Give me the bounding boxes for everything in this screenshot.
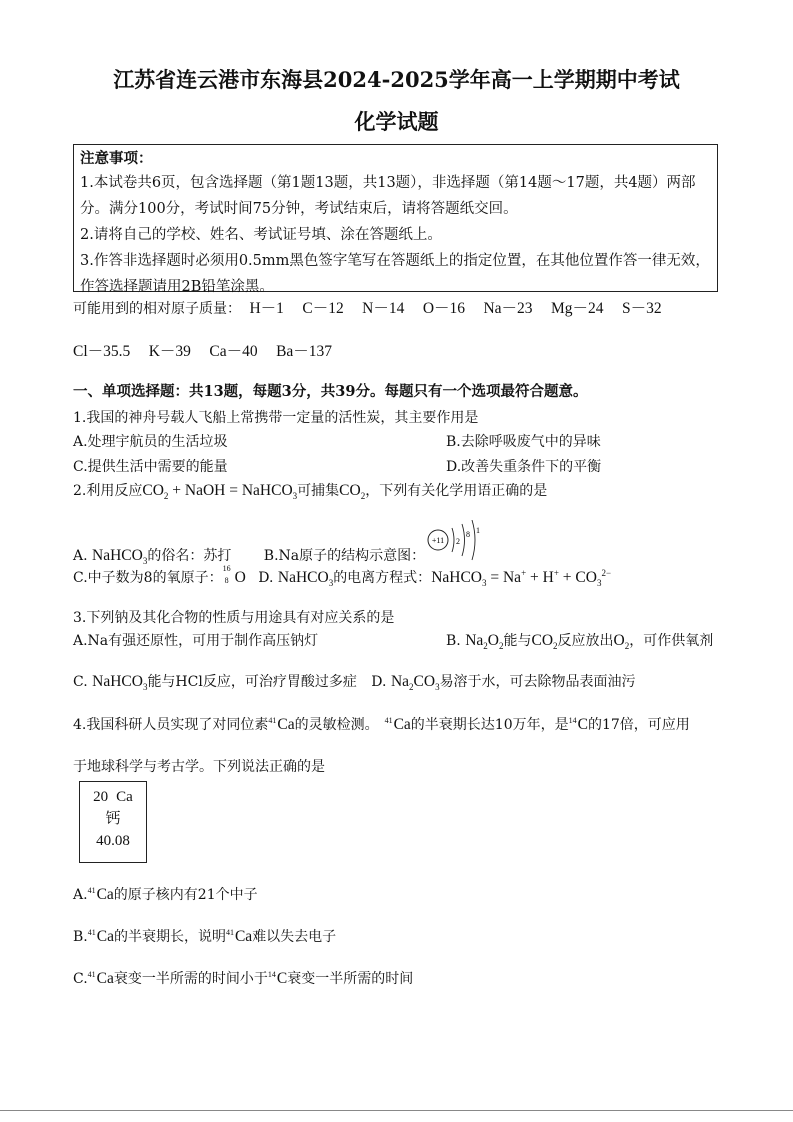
option-label: D. xyxy=(258,570,278,586)
formula-part: O xyxy=(487,632,499,649)
notice-item: 3.作答非选择题时必须用0.5mm黑色签字笔写在答题纸上的指定位置，在其他位置作答一律无效，作答选择题请用2B铅笔涂黑。 xyxy=(80,253,710,295)
option-label: B. xyxy=(73,929,88,945)
option-text: 衰变一半所需的时间小于 xyxy=(113,971,268,987)
option-text: 难以失去电子 xyxy=(252,929,337,945)
option-a[interactable]: A.处理宇航员的生活垃圾 xyxy=(73,434,228,450)
page-bottom-divider xyxy=(0,1110,793,1111)
isotope-ca41 xyxy=(226,928,252,945)
notice-heading: 注意事项： xyxy=(80,150,153,167)
electron-shell-arc xyxy=(462,524,465,556)
formula-part: CO xyxy=(413,673,436,690)
relative-atomic-mass: 40.08 xyxy=(96,833,130,849)
subscript: 2 xyxy=(409,682,414,693)
formula-part: + H xyxy=(526,569,554,586)
formula-part: + NaOH = NaHCO xyxy=(168,482,293,499)
atomic-number: 20 xyxy=(93,789,109,805)
atomic-mass-item: Na－23 xyxy=(483,300,533,317)
shell-electrons: 2 xyxy=(456,537,460,546)
stem-text: 的半衰期长达10万年，是 xyxy=(410,717,569,733)
question-2-options-row-2 xyxy=(73,564,612,589)
option-c[interactable] xyxy=(73,564,246,586)
na-atom-structure-diagram xyxy=(426,520,486,562)
isotope-ca41 xyxy=(88,886,114,903)
ionization-equation xyxy=(431,567,612,589)
superscript: + xyxy=(553,567,559,578)
element-symbol: Ca xyxy=(116,789,133,805)
option-label: C. xyxy=(73,971,88,987)
formula xyxy=(339,482,366,502)
option-text: 能与HCl反应，可治疗胃酸过多症 xyxy=(147,674,357,690)
question-1-options-row-1 xyxy=(73,431,601,451)
subscript: 2 xyxy=(624,641,630,652)
formula-part: CO xyxy=(142,482,164,499)
formula-part: NaHCO xyxy=(92,673,143,690)
option-text: 的半衰期长，说明 xyxy=(113,929,226,945)
option-b[interactable]: B.去除呼吸废气中的异味 xyxy=(446,434,601,450)
mass-number: 41 xyxy=(87,886,96,895)
element-symbol: C xyxy=(577,716,588,733)
formula-part: CO xyxy=(339,482,361,499)
subscript: 2 xyxy=(163,491,169,502)
atomic-mass-item: Ba－137 xyxy=(276,343,333,360)
element-card-header xyxy=(80,786,146,808)
formula xyxy=(390,673,440,693)
atomic-number: 8 xyxy=(224,576,229,585)
element-symbol: Ca xyxy=(96,886,114,903)
subscript: 3 xyxy=(328,578,334,589)
formula xyxy=(531,632,558,652)
option-text: 的原子核内有21个中子 xyxy=(113,887,258,903)
atomic-mass-item: H－1 xyxy=(249,300,284,317)
electron-shell-arc xyxy=(472,520,475,560)
element-symbol: Ca xyxy=(277,716,295,733)
option-d[interactable]: D.改善失重条件下的平衡 xyxy=(446,459,602,475)
question-2-options-row-1 xyxy=(73,545,425,565)
isotope-ca41 xyxy=(268,716,294,733)
formula-part: NaHCO xyxy=(277,569,329,586)
notice-item: 2.请将自己的学校、姓名、考试证号填、涂在答题纸上。 xyxy=(80,227,442,243)
stem-text: ，下列有关化学用语正确的是 xyxy=(365,483,548,499)
subscript: 2 xyxy=(483,641,488,652)
shell-electrons: 8 xyxy=(466,530,470,539)
subscript: 3 xyxy=(292,491,298,502)
nucleus-charge: +11 xyxy=(431,536,445,545)
option-text: 的电离方程式： xyxy=(333,570,432,586)
option-a[interactable]: A.Na有强还原性，可用于制作高压钠灯 xyxy=(73,633,319,649)
mass-number: 41 xyxy=(384,716,393,725)
option-label: A. xyxy=(73,548,93,564)
option-d[interactable] xyxy=(371,673,636,693)
atomic-mass-item: C－12 xyxy=(302,300,344,317)
option-a[interactable] xyxy=(73,547,232,567)
subscript: 3 xyxy=(435,682,440,693)
element-symbol: O xyxy=(234,569,246,586)
formula-part: + CO xyxy=(558,569,597,586)
formula-part: Na xyxy=(390,673,410,690)
option-a[interactable] xyxy=(73,884,258,904)
option-text: 反应放出 xyxy=(557,633,614,649)
stem-text: 2.利用反应 xyxy=(73,483,143,499)
element-card-calcium xyxy=(79,781,147,863)
option-label: A. xyxy=(73,887,88,903)
stem-text: 可捕集 xyxy=(297,483,340,499)
stem-text: 的灵敏检测。 xyxy=(294,717,379,733)
formula xyxy=(613,632,630,652)
subscript: 3 xyxy=(142,556,148,567)
element-symbol: Ca xyxy=(96,928,114,945)
option-text: ，可作供氧剂 xyxy=(629,633,714,649)
stem-text: 的17倍，可应用 xyxy=(587,717,690,733)
atomic-mass-item: Cl－35.5 xyxy=(73,343,131,360)
option-text: C.中子数为8的氧原子： xyxy=(73,570,223,586)
atomic-mass-item: N－14 xyxy=(362,300,405,317)
subscript: 2 xyxy=(498,641,504,652)
isotope-ca41 xyxy=(88,970,114,987)
formula xyxy=(465,632,504,652)
question-4-stem-line-2: 于地球科学与考古学。下列说法正确的是 xyxy=(73,759,325,775)
nuclide-symbol xyxy=(222,564,246,586)
element-name: 钙 xyxy=(105,811,121,827)
mass-number: 41 xyxy=(87,928,96,937)
atomic-mass-item: O－16 xyxy=(422,300,466,317)
mass-number: 41 xyxy=(225,928,234,937)
option-label: B. xyxy=(446,633,466,649)
mass-number: 14 xyxy=(568,716,577,725)
atomic-mass-row-2 xyxy=(73,339,346,361)
superscript: 2− xyxy=(601,567,612,578)
question-2-stem xyxy=(73,480,547,500)
equation xyxy=(142,482,298,502)
isotope-c14 xyxy=(268,970,287,987)
element-symbol: Ca xyxy=(393,716,411,733)
mass-number: 16 xyxy=(222,564,231,573)
question-1-options-row-2 xyxy=(73,456,602,476)
subscript: 3 xyxy=(596,578,602,589)
option-c[interactable] xyxy=(73,673,357,693)
formula-part: CO xyxy=(531,632,554,649)
subscript: 2 xyxy=(360,491,366,502)
formula-part: NaHCO xyxy=(92,547,143,564)
superscript: + xyxy=(521,567,527,578)
formula-part: O xyxy=(613,632,625,649)
nuclide-numbers xyxy=(222,564,235,585)
formula-part: NaHCO xyxy=(431,569,482,586)
option-b[interactable]: B.Na原子的结构示意图： xyxy=(263,548,426,564)
element-symbol: Ca xyxy=(96,970,114,987)
exam-title: 江苏省连云港市东海县2024-2025学年高一上学期期中考试 xyxy=(113,67,680,92)
subscript: 3 xyxy=(142,682,148,693)
option-text: 的俗名：苏打 xyxy=(147,548,232,564)
atomic-mass-item: K－39 xyxy=(148,343,191,360)
isotope-ca41 xyxy=(385,716,411,733)
formula-part: = Na xyxy=(486,569,522,586)
question-1-stem: 1.我国的神舟号载人飞船上常携带一定量的活性炭，其主要作用是 xyxy=(73,410,479,426)
mass-number: 41 xyxy=(87,970,96,979)
mass-number: 14 xyxy=(267,970,276,979)
isotope-ca41 xyxy=(88,928,114,945)
atomic-mass-row-1 xyxy=(73,296,676,318)
section-heading: 一、单项选择题：共13题，每题3分，共39分。每题只有一个选项最符合题意。 xyxy=(73,383,588,400)
option-label: D. xyxy=(371,674,391,690)
option-text: 能与 xyxy=(503,633,532,649)
subscript: 2 xyxy=(553,641,558,652)
option-text: 衰变一半所需的时间 xyxy=(287,971,414,987)
question-3-stem: 3.下列钠及其化合物的性质与用途具有对应关系的是 xyxy=(73,610,395,626)
formula-part: Na xyxy=(465,632,484,649)
option-b[interactable] xyxy=(446,630,713,650)
isotope-c14 xyxy=(569,716,588,733)
question-3-options-row-1 xyxy=(73,630,714,652)
element-symbol: C xyxy=(276,970,288,987)
notice-box xyxy=(73,144,718,295)
option-label: C. xyxy=(73,674,93,690)
atomic-mass-item: Mg－24 xyxy=(551,300,604,317)
notice-item: 1.本试卷共6页，包含选择题（第1题13题，共13题），非选择题（第14题～17题，共4题）两部分。满分100分，考试时间75分钟，考试结束后，请将答题纸交回。 xyxy=(80,175,696,217)
option-text: 易溶于水，可去除物品表面油污 xyxy=(439,674,636,690)
electron-shell-arc xyxy=(452,528,454,552)
mass-number: 41 xyxy=(268,716,277,725)
exam-subtitle: 化学试题 xyxy=(354,109,439,134)
shell-electrons: 1 xyxy=(476,526,480,535)
formula xyxy=(277,569,334,589)
option-c[interactable]: C.提供生活中需要的能量 xyxy=(73,459,228,475)
question-3-options-row-2 xyxy=(73,671,636,691)
question-4-stem xyxy=(73,714,690,734)
option-c[interactable] xyxy=(73,968,413,988)
atomic-mass-label: 可能用到的相对原子质量： xyxy=(73,301,241,317)
option-d[interactable] xyxy=(258,567,612,589)
stem-text: 4.我国科研人员实现了对同位素 xyxy=(73,717,269,733)
option-b[interactable] xyxy=(73,926,336,946)
formula xyxy=(92,673,148,693)
subscript: 3 xyxy=(482,578,487,589)
atomic-mass-item: Ca－40 xyxy=(209,343,258,360)
formula xyxy=(92,547,148,567)
element-symbol: Ca xyxy=(234,928,253,945)
atomic-mass-item: S－32 xyxy=(622,300,662,317)
